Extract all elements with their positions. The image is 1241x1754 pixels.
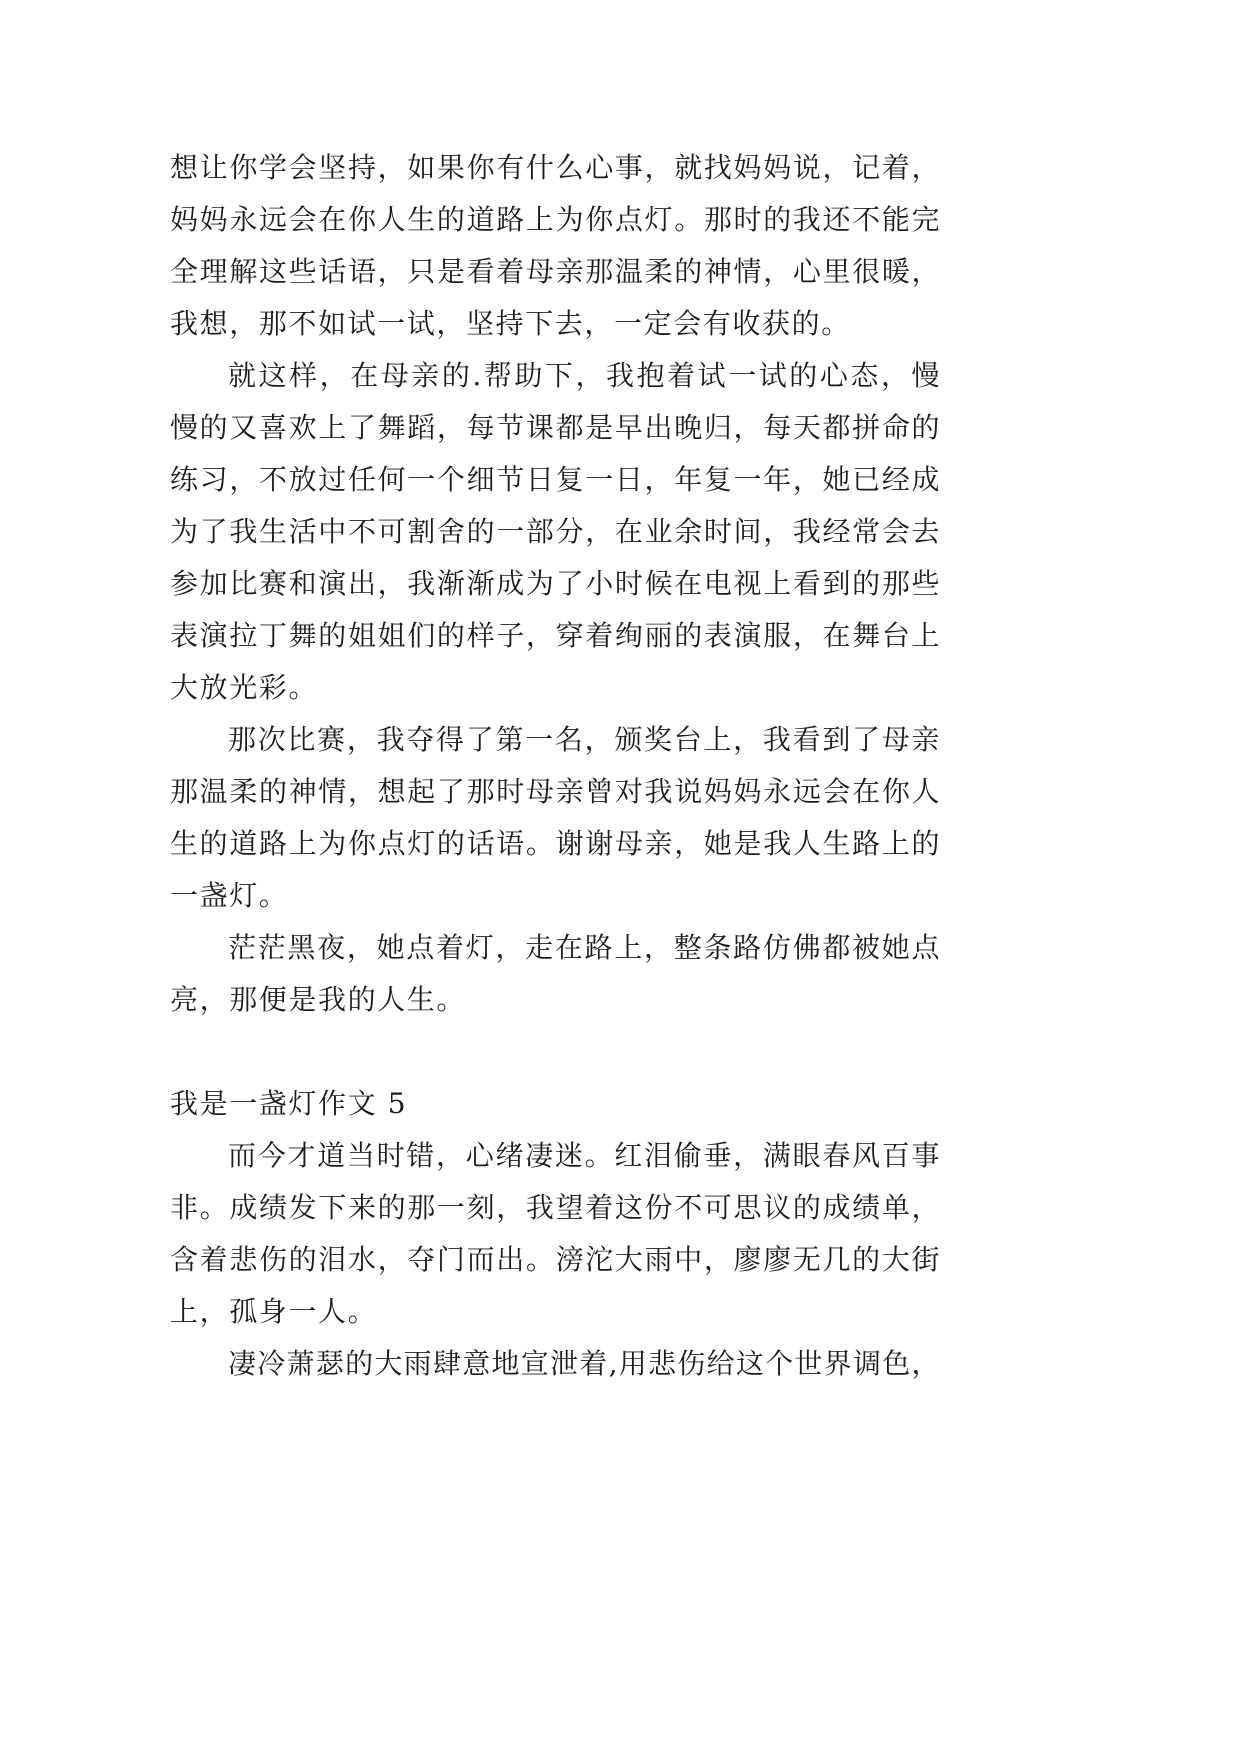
paragraph-line: 凄冷萧瑟的大雨肆意地宣泄着,用悲伤给这个世界调色， [228,1347,940,1380]
paragraph-line: 我想，那不如试一试，坚持下去，一定会有收获的。 [170,307,851,340]
document-body [170,142,940,1390]
paragraph-line: 表演拉丁舞的姐姐们的样子，穿着绚丽的表演服，在舞台上 [170,619,940,652]
section-spacer [170,1026,940,1078]
paragraph-line: 大放光彩。 [170,671,319,704]
paragraph-line: 那次比赛，我夺得了第一名，颁奖台上，我看到了母亲 [228,723,940,756]
paragraph-line: 亮，那便是我的人生。 [170,983,467,1016]
paragraph [170,142,940,350]
paragraph-line: 就这样，在母亲的.帮助下，我抱着试一试的心态，慢 [228,359,940,392]
paragraph-line: 想让你学会坚持，如果你有什么心事，就找妈妈说，记着， [170,151,940,184]
paragraph-line: 生的道路上为你点灯的话语。谢谢母亲，她是我人生路上的 [170,827,940,860]
paragraph-line: 全理解这些话语，只是看着母亲那温柔的神情，心里很暖， [170,255,940,288]
paragraph-line: 那温柔的神情，想起了那时母亲曾对我说妈妈永远会在你人 [170,775,940,808]
paragraph [170,350,940,714]
paragraph-line: 非。成绩发下来的那一刻，我望着这份不可思议的成绩单， [170,1191,940,1224]
paragraph-line: 一盏灯。 [170,879,289,912]
paragraph [170,922,940,1026]
paragraph-line: 妈妈永远会在你人生的道路上为你点灯。那时的我还不能完 [170,203,940,236]
essay-title: 我是一盏灯作文 5 [170,1087,408,1120]
paragraph [170,714,940,922]
paragraph-line: 茫茫黑夜，她点着灯，走在路上，整条路仿佛都被她点 [228,931,940,964]
paragraph-line: 为了我生活中不可割舍的一部分，在业余时间，我经常会去 [170,515,940,548]
paragraph [170,1130,940,1338]
paragraph [170,1338,940,1390]
paragraph-line: 参加比赛和演出，我渐渐成为了小时候在电视上看到的那些 [170,567,940,600]
paragraph-line: 慢的又喜欢上了舞蹈，每节课都是早出晚归，每天都拼命的 [170,411,940,444]
paragraph-line: 而今才道当时错，心绪凄迷。红泪偷垂，满眼春风百事 [228,1139,940,1172]
paragraph-line: 练习，不放过任何一个细节日复一日，年复一年，她已经成 [170,463,940,496]
paragraph-line: 上，孤身一人。 [170,1295,378,1328]
paragraph-line: 含着悲伤的泪水，夺门而出。滂沱大雨中，廖廖无几的大街 [170,1243,940,1276]
